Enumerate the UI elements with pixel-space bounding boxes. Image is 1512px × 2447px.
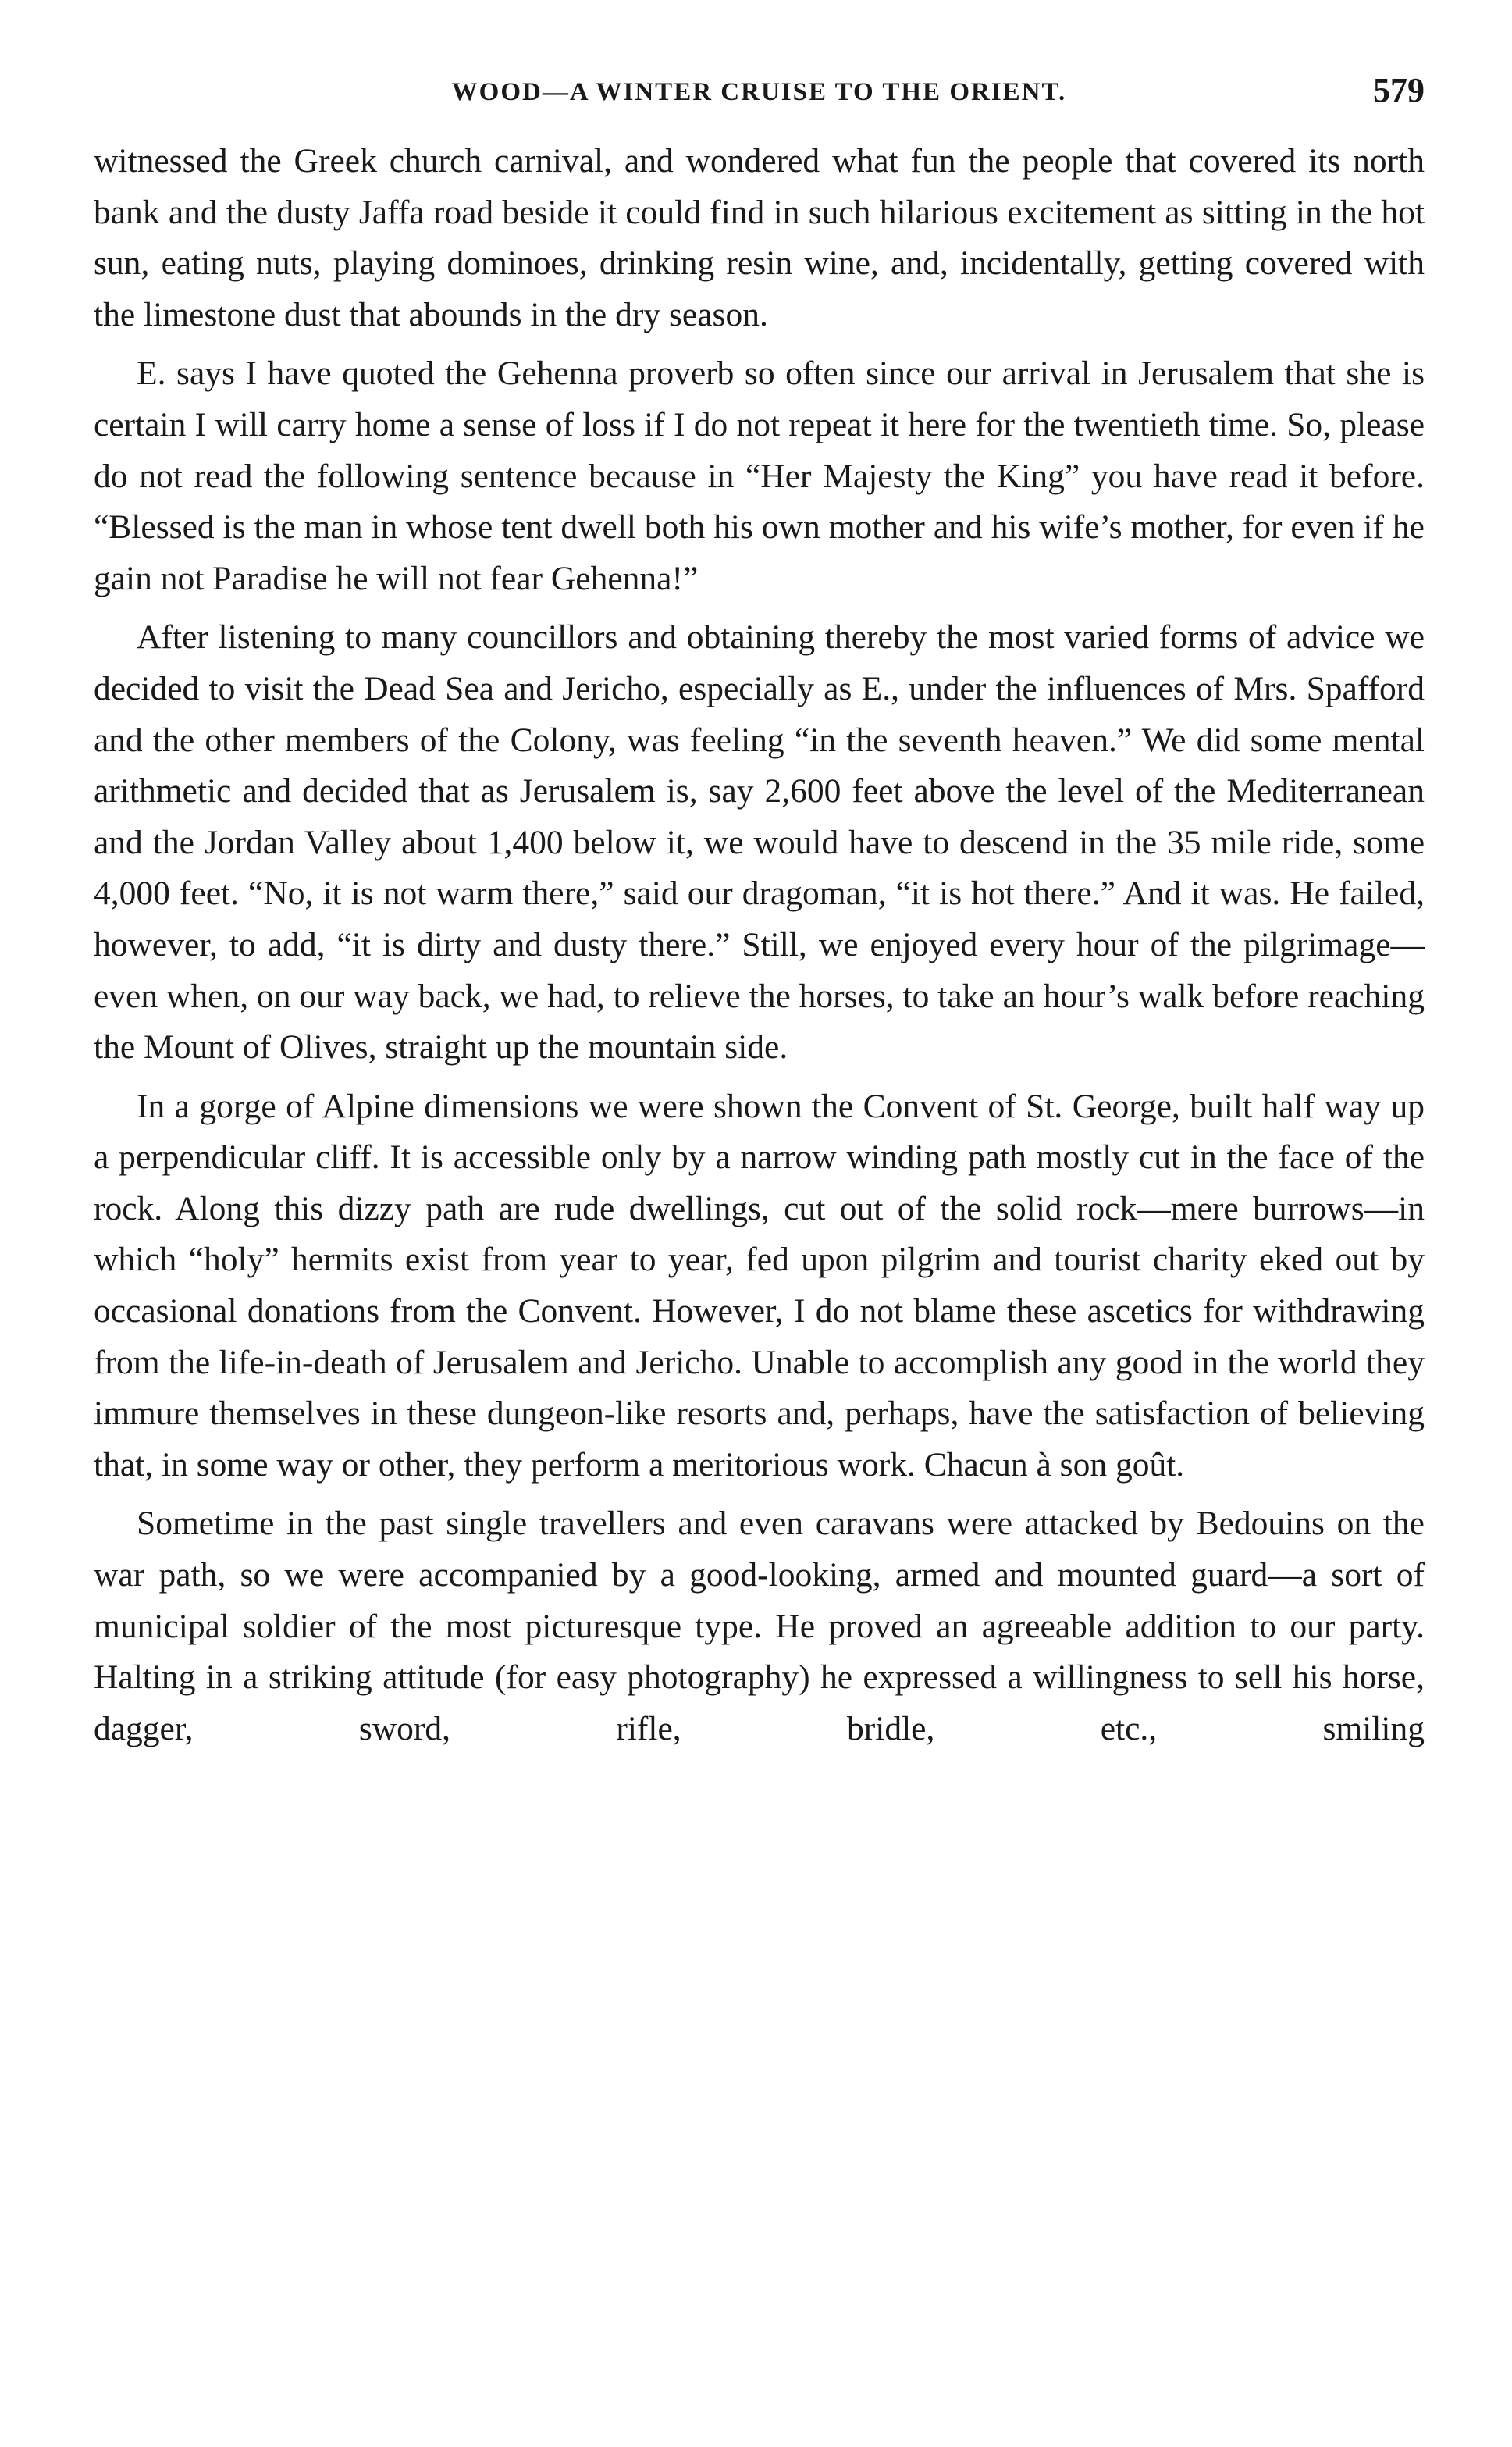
running-head [94,70,1425,125]
paragraph: After listening to many councillors and obtaining thereby the most varied forms of advice we decided to visit the Dead Sea and Jericho, especially as E., under the influences of Mrs. Spafford and the other members of the Colony, was feeling “in the seventh heaven.” We did some mental arithmetic and decided that as Jerusalem is, say 2,600 feet above the level of the Mediterranean and the Jordan Valley about 1,400 below it, we would have to descend in the 35 mile ride, some 4,000 feet. “No, it is not warm there,” said our dragoman, “it is hot there.” And it was. He failed, however, to add, “it is dirty and dusty there.” Still, we enjoyed every hour of the pilgrimage—even when, on our way back, we had, to relieve the horses, to take an hour’s walk before reaching the Mount of Olives, straight up the mountain side. [94,618,1425,1067]
body-text [94,136,1425,1754]
paragraph: Sometime in the past single travellers and even caravans were attacked by Bedouins on the war path, so we were accompanied by a good-looking, armed and mounted guard—a sort of municipal soldier of the most picturesque type. He proved an agreeable addition to our party. Halting in a striking attitude (for easy photography) he expressed a willingness to sell his horse, dagger, sword, rifle, bridle, etc., smiling [94,1505,1425,1747]
paragraph: In a gorge of Alpine dimensions we were shown the Convent of St. George, built half way up a perpendicular cliff. It is accessible only by a narrow winding path mostly cut in the face of the rock. Along this dizzy path are rude dwellings, cut out of the solid rock—mere burrows—in which “holy” hermits exist from year to year, fed upon pilgrim and tourist charity eked out by occasional donations from the Convent. However, I do not blame these ascetics for withdrawing from the life-in-death of Jerusalem and Jericho. Unable to accomplish any good in the world they immure themselves in these dungeon-like resorts and, perhaps, have the satisfaction of believing that, in some way or other, they perform a meritorious work. Chacun à son goût. [94,1087,1425,1484]
page-number: 579 [1373,71,1425,109]
book-page [94,70,1425,1754]
running-title: WOOD—A WINTER CRUISE TO THE ORIENT. [451,78,1067,106]
paragraph: E. says I have quoted the Gehenna proverb so often since our arrival in Jerusalem that she is certain I will carry home a sense of loss if I do not repeat it here for the twentieth time. So, please do not read the following sentence because in “Her Majesty the King” you have read it before. “Blessed is the man in whose tent dwell both his own mother and his wife’s mother, for even if he gain not Paradise he will not fear Gehenna!” [94,354,1425,597]
paragraph: witnessed the Greek church carnival, and wondered what fun the people that covered its north bank and the dusty Jaffa road beside it could find in such hilarious excitement as sitting in the hot sun, eating nuts, playing dominoes, drinking resin wine, and, incidentally, getting covered with the limestone dust that abounds in the dry season. [94,142,1425,333]
